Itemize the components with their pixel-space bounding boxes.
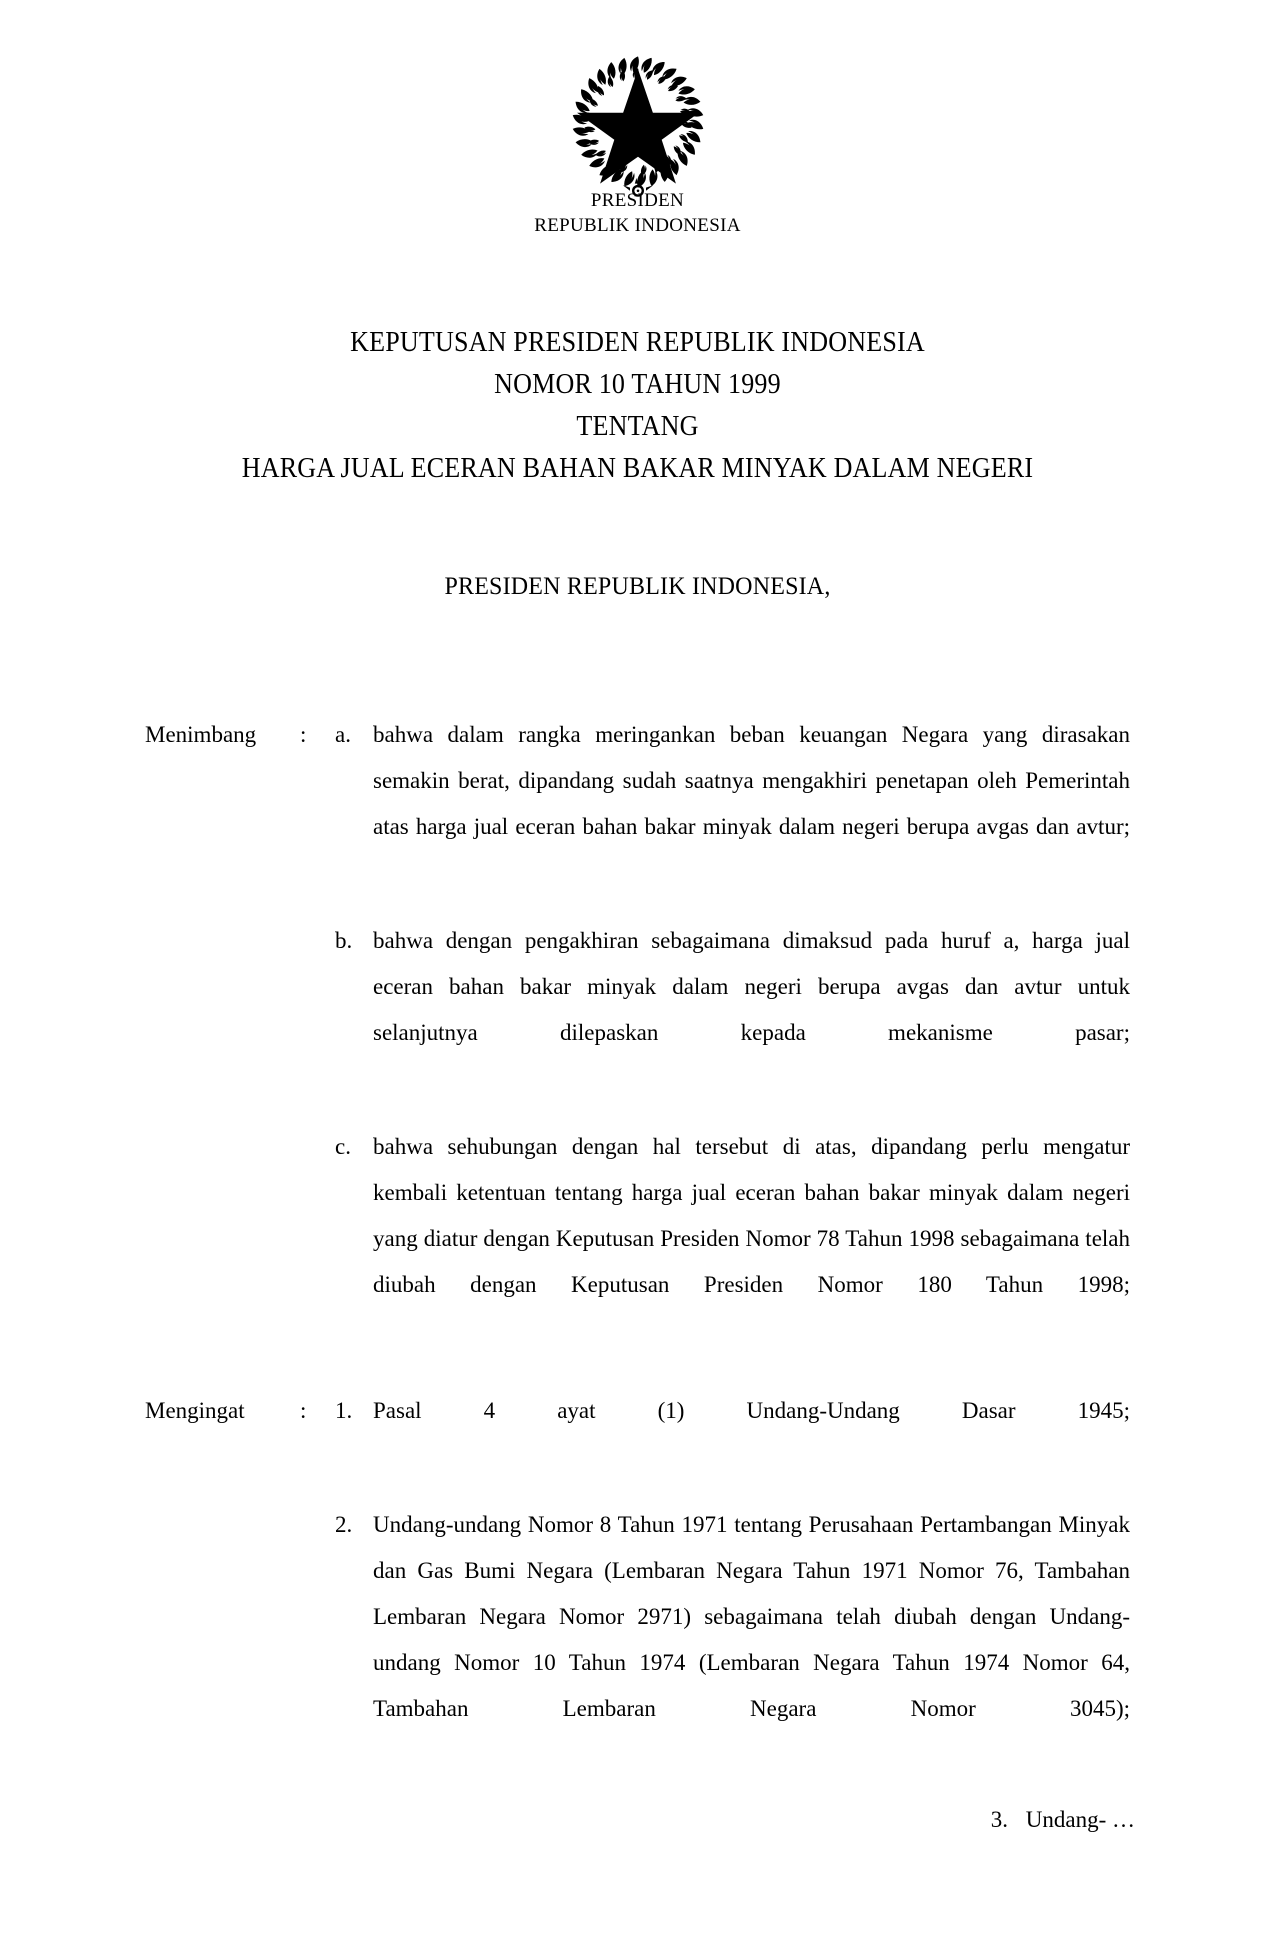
item-marker: c.: [335, 1134, 351, 1159]
section-mengingat: [145, 1388, 1130, 1778]
continuation-text: Undang- …: [1025, 1807, 1135, 1832]
list-item: [335, 712, 1130, 896]
section-label-menimbang: Menimbang: [145, 722, 257, 747]
document-title-block: [0, 322, 1275, 490]
page-continuation: [0, 1803, 1275, 1837]
mengingat-items: [335, 1388, 1130, 1778]
list-item: [335, 1388, 1130, 1480]
menimbang-items: [335, 712, 1130, 1354]
section-colon-mengingat: :: [300, 1398, 307, 1423]
title-line-tentang: TENTANG: [576, 411, 699, 442]
header-line-presiden: PRESIDEN: [590, 190, 685, 211]
list-item: [335, 1124, 1130, 1354]
section-colon-menimbang: :: [300, 722, 307, 747]
item-text: bahwa dengan pengakhiran sebagaimana dimaksud pada huruf a, harga jual eceran bahan bakar minyak dalam negeri berupa avgas dan avtur untuk selanjutnya dilepaskan kepada mekanisme pasar;: [373, 928, 1130, 1045]
emblem-block: [0, 42, 1275, 207]
title-line-nomor: NOMOR 10 TAHUN 1999: [494, 369, 781, 400]
item-marker: 1.: [335, 1398, 353, 1423]
section-menimbang: [145, 712, 1130, 1354]
header-caption: [0, 188, 1275, 238]
title-line-subject: HARGA JUAL ECERAN BAHAN BAKAR MINYAK DALAM NEGERI: [241, 453, 1034, 484]
list-item: [335, 1502, 1130, 1778]
item-text: Undang-undang Nomor 8 Tahun 1971 tentang Perusahaan Pertambangan Minyak dan Gas Bumi Negara (Lembaran Negara Tahun 1971 Nomor 76, Tambahan Lembaran Negara Nomor 2971) sebagaimana telah diubah dengan Undang-undang Nomor 10 Tahun 1974 (Lembaran Negara Tahun 1974 Nomor 64, Tambahan Lembaran Negara Nomor 3045);: [373, 1512, 1130, 1721]
item-marker: a.: [335, 722, 351, 747]
issuer-line: PRESIDEN REPUBLIK INDONESIA,: [444, 573, 831, 600]
item-marker: b.: [335, 928, 353, 953]
item-text: Pasal 4 ayat (1) Undang-Undang Dasar 1945;: [373, 1398, 1130, 1423]
item-marker: 2.: [335, 1512, 353, 1537]
header-line-republik-indonesia: REPUBLIK INDONESIA: [534, 215, 741, 236]
item-text: bahwa sehubungan dengan hal tersebut di atas, dipandang perlu mengatur kembali ketentuan tentang harga jual eceran bahan bakar minyak dalam negeri yang diatur dengan Keputusan Presiden Nomor 78 Tahun 1998 sebagaimana telah diubah dengan Keputusan Presiden Nomor 180 Tahun 1998;: [373, 1134, 1130, 1297]
indonesia-presidential-seal-star-wreath-icon: [556, 42, 720, 202]
item-text: bahwa dalam rangka meringankan beban keuangan Negara yang dirasakan semakin berat, dipandang sudah saatnya mengakhiri penetapan oleh Pemerintah atas harga jual eceran bahan bakar minyak dalam negeri berupa avgas dan avtur;: [373, 722, 1130, 839]
section-label-mengingat: Mengingat: [145, 1398, 245, 1423]
list-item: [335, 918, 1130, 1102]
title-line-1: KEPUTUSAN PRESIDEN REPUBLIK INDONESIA: [350, 327, 925, 358]
continuation-marker: 3.: [990, 1807, 1009, 1832]
